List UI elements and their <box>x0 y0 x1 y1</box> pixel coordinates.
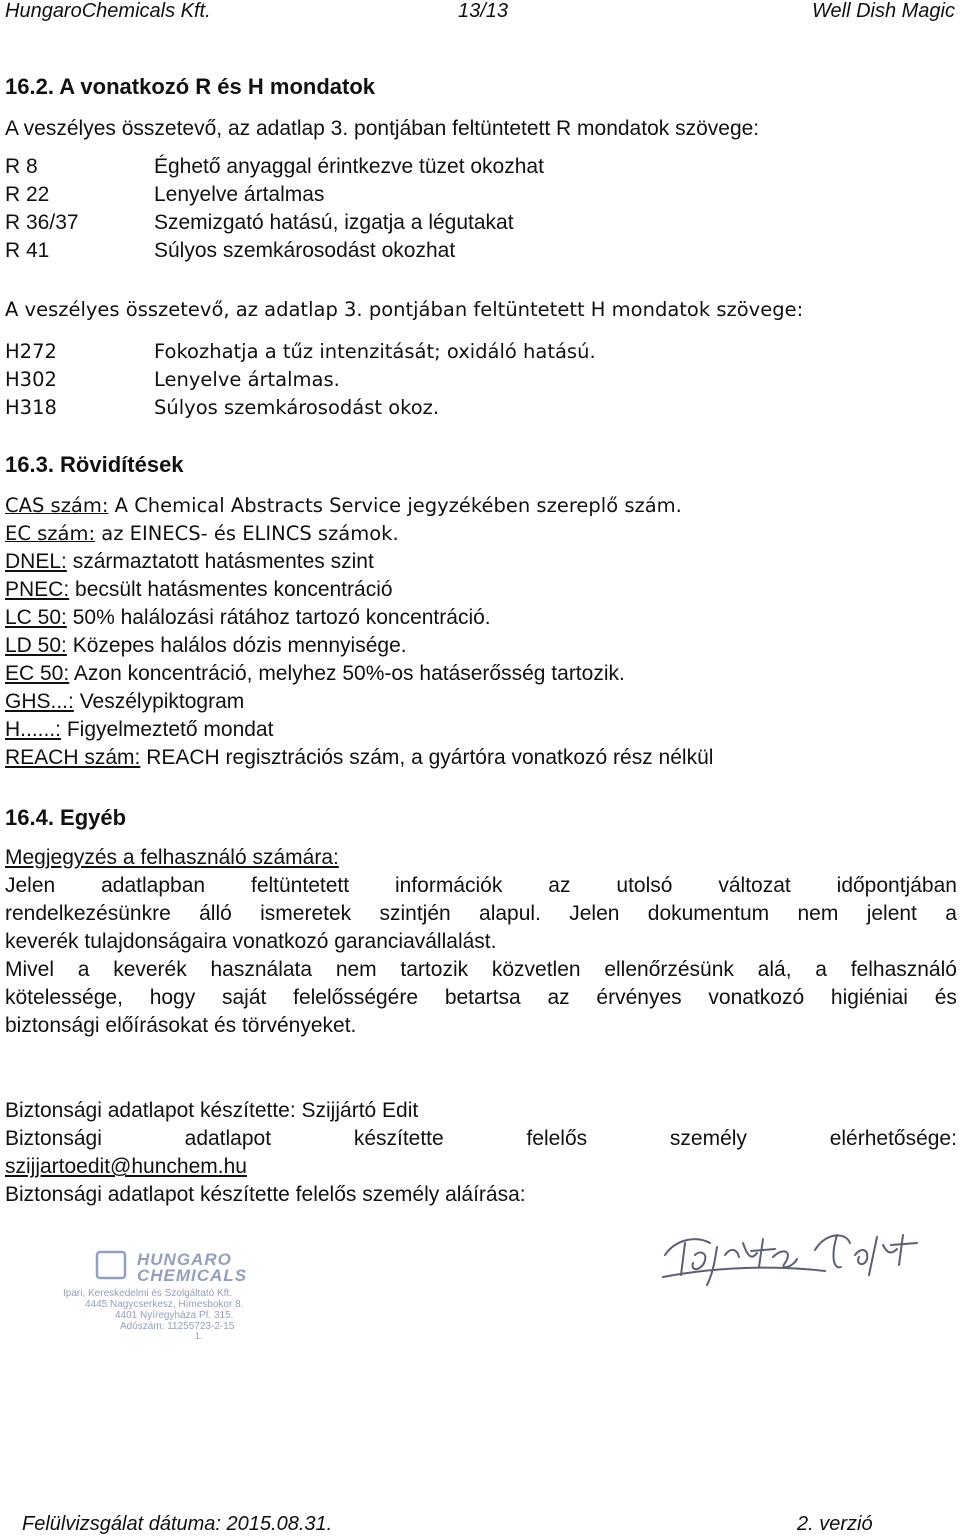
r-phrase-text: Szemizgató hatású, izgatja a légutakat <box>154 211 514 234</box>
abbrev-term: EC 50: <box>5 662 70 685</box>
word: Jelen <box>569 902 620 925</box>
section-16-4-title: 16.4. Egyéb <box>5 805 127 830</box>
abbrev-term: EC szám: <box>5 522 96 545</box>
r-phrase-row <box>5 239 955 267</box>
word: Mivel <box>5 958 55 981</box>
r-phrase-row <box>5 183 955 211</box>
stamp-line: HUNGARO <box>137 1250 232 1269</box>
word: rendelkezésünkre <box>5 902 171 925</box>
abbrev-def: az EINECS- és ELINCS számok. <box>95 522 399 545</box>
word: a <box>945 902 957 925</box>
word: alá, <box>757 958 792 981</box>
section-16-2-title: 16.2. A vonatkozó R és H mondatok <box>5 74 376 99</box>
word: hogy <box>149 986 196 1009</box>
r-phrase-code: R 41 <box>5 239 50 262</box>
word: vonatkozó <box>708 986 805 1009</box>
stamp-line: CHEMICALS <box>137 1266 248 1285</box>
h-phrase-row <box>5 396 955 424</box>
word: az <box>548 874 571 897</box>
word: Jelen <box>5 874 56 897</box>
r-phrase-text: Éghető anyaggal érintkezve tüzet okozhat <box>154 155 544 178</box>
word: feltüntetett <box>250 874 350 897</box>
abbrev-term: DNEL: <box>5 550 67 573</box>
note-paragraph-2-line <box>5 958 957 982</box>
h-phrase-code: H272 <box>5 340 57 363</box>
abbrev-def: becsült hatásmentes koncentráció <box>69 578 393 601</box>
word: higiéniai <box>830 986 908 1009</box>
note-paragraph-1-line <box>5 874 957 898</box>
note-paragraph-1-line <box>5 902 957 926</box>
abbrev-item <box>5 634 407 658</box>
abbrev-item <box>5 718 273 742</box>
h-phrase-code: H318 <box>5 396 57 419</box>
abbrev-term: REACH szám: <box>5 746 141 769</box>
word: ismeretek <box>260 902 352 925</box>
abbrev-term: LD 50: <box>5 634 67 657</box>
abbrev-term: GHS...: <box>5 690 74 713</box>
h-phrase-row <box>5 368 955 396</box>
abbrev-item <box>5 550 374 574</box>
header-page-number: 13/13 <box>458 0 509 22</box>
stamp-line: 4445 Nagycserkesz, Hímesbokor 8. <box>85 1299 244 1310</box>
abbrev-item <box>5 662 625 686</box>
header-product: Well Dish Magic <box>812 0 955 22</box>
word: alapul. <box>479 902 541 925</box>
word: utolsó <box>616 874 673 897</box>
abbrev-def: REACH regisztrációs szám, a gyártóra vonatkozó rész nélkül <box>140 746 714 769</box>
word: információk <box>394 874 503 897</box>
abbrev-def: Azon koncentráció, melyhez 50%-os hatáserősség tartozik. <box>69 662 625 685</box>
word: érvényes <box>596 986 682 1009</box>
note-paragraph-2-line: biztonsági előírásokat és törvényeket. <box>5 1014 357 1037</box>
word: ellenőrzésünk <box>604 958 734 981</box>
note-paragraph-2-line <box>5 986 957 1010</box>
preparer-signature-label: Biztonsági adatlapot készítette felelős személy aláírása: <box>5 1183 526 1206</box>
stamp-logo-mark <box>97 1252 125 1278</box>
word: saját <box>222 986 267 1009</box>
word: időpontjában <box>836 874 957 897</box>
r-phrase-text: Lenyelve ártalmas <box>154 183 325 206</box>
word: nem <box>335 958 377 981</box>
preparer-email-link[interactable]: szijjartoedit@hunchem.hu <box>5 1155 247 1178</box>
word: Biztonsági <box>5 1127 102 1150</box>
word: személy <box>669 1127 747 1150</box>
footer-version: 2. verzió <box>797 1513 873 1535</box>
h-phrases-intro: A veszélyes összetevő, az adatlap 3. pontjában feltüntetett H mondatok szövege: <box>5 298 804 321</box>
abbrev-item <box>5 606 491 630</box>
h-phrase-code: H302 <box>5 368 57 391</box>
word: felhasználó <box>850 958 957 981</box>
h-phrase-text: Súlyos szemkárosodást okoz. <box>154 396 440 419</box>
word: a <box>77 958 90 981</box>
abbrev-def: Közepes halálos dózis mennyisége. <box>66 634 407 657</box>
preparer-name-line: Biztonsági adatlapot készítette: Szijjártó Edit <box>5 1099 419 1122</box>
section-16-3-title: 16.3. Rövidítések <box>5 452 184 477</box>
word: keverék <box>113 958 187 981</box>
abbrev-term: H......: <box>5 718 62 741</box>
r-phrase-code: R 36/37 <box>5 211 79 234</box>
header-company: HungaroChemicals Kft. <box>5 0 211 22</box>
word: nem <box>797 902 839 925</box>
word: szintjén <box>379 902 451 925</box>
company-stamp <box>55 1250 355 1340</box>
h-phrase-row <box>5 340 955 368</box>
abbrev-def: Veszélypiktogram <box>73 690 245 713</box>
abbrev-def: Figyelmeztető mondat <box>61 718 274 741</box>
word: készítette <box>353 1127 444 1150</box>
word: használata <box>210 958 313 981</box>
abbrev-item <box>5 690 244 714</box>
r-phrases-intro: A veszélyes összetevő, az adatlap 3. pontjában feltüntetett R mondatok szövege: <box>5 117 760 140</box>
h-phrase-text: Lenyelve ártalmas. <box>154 368 340 391</box>
note-paragraph-1-line: keverék tulajdonságaira vonatkozó garanciavállalást. <box>5 930 497 953</box>
word: jelent <box>866 902 917 925</box>
abbrev-term: CAS szám: <box>5 494 109 517</box>
word: felelősségére <box>293 986 419 1009</box>
word: tartozik <box>400 958 469 981</box>
r-phrase-code: R 8 <box>5 155 38 178</box>
word: álló <box>199 902 232 925</box>
word: közvetlen <box>491 958 581 981</box>
h-phrase-text: Fokozhatja a tűz intenzitását; oxidáló hatású. <box>154 340 596 363</box>
word: adatlapot <box>184 1127 272 1150</box>
user-note-label: Megjegyzés a felhasználó számára: <box>5 846 339 869</box>
stamp-line: 4401 Nyíregyháza Pf. 315. <box>115 1310 234 1321</box>
stamp-line: 1. <box>195 1331 203 1340</box>
word: betartsa <box>444 986 521 1009</box>
abbrev-term: PNEC: <box>5 578 70 601</box>
word: felelős <box>526 1127 588 1150</box>
word: adatlapban <box>101 874 206 897</box>
abbrev-item <box>5 494 682 517</box>
stamp-line: Adószám: 11255723-2-15 <box>120 1321 235 1332</box>
word: elérhetősége: <box>829 1127 957 1150</box>
word: dokumentum <box>647 902 770 925</box>
abbrev-item <box>5 578 393 602</box>
footer-revision-date: Felülvizsgálat dátuma: 2015.08.31. <box>22 1513 333 1535</box>
word: a <box>815 958 827 981</box>
abbrev-item <box>5 746 713 770</box>
abbrev-def: 50% halálozási rátához tartozó koncentráció. <box>66 606 491 629</box>
word: változat <box>718 874 791 897</box>
abbrev-def: származtatott hatásmentes szint <box>66 550 374 573</box>
abbrev-def: A Chemical Abstracts Service jegyzékében szereplő szám. <box>108 494 682 517</box>
abbrev-term: LC 50: <box>5 606 67 629</box>
preparer-contact-line <box>5 1127 957 1151</box>
word: az <box>547 986 570 1009</box>
stamp-line: Ipari, Kereskedelmi és Szolgáltató Kft. <box>63 1288 232 1299</box>
r-phrase-code: R 22 <box>5 183 50 206</box>
r-phrase-text: Súlyos szemkárosodást okozhat <box>154 239 456 262</box>
handwritten-signature <box>655 1215 925 1290</box>
word: kötelessége, <box>5 986 123 1009</box>
r-phrase-row <box>5 155 955 183</box>
abbrev-item <box>5 522 399 545</box>
word: és <box>934 986 957 1009</box>
r-phrase-row <box>5 211 955 239</box>
